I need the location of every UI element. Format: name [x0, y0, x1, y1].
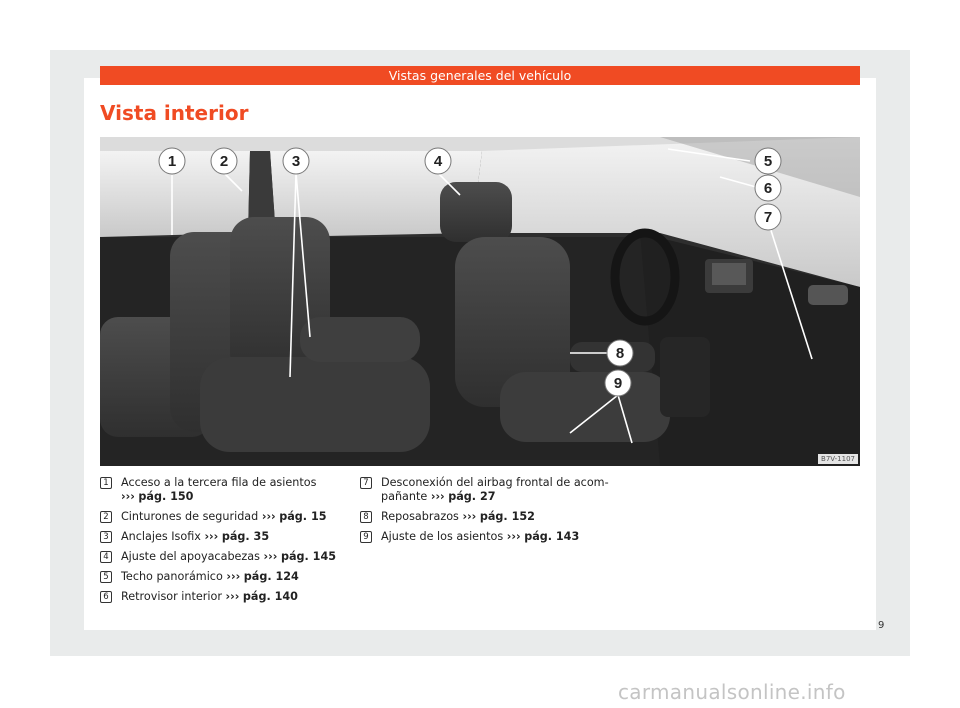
page-title: Vista interior — [100, 101, 249, 125]
section-header: Vistas generales del vehículo — [100, 66, 860, 85]
legend-ref[interactable]: pág. 35 — [221, 530, 270, 543]
legend-item — [360, 510, 620, 524]
callout-9: 9 — [613, 375, 623, 392]
legend-item — [100, 590, 350, 604]
legend-arrow: ››› — [261, 510, 276, 523]
legend-text: Acceso a la tercera fila de asientos — [121, 476, 317, 489]
legend-number: 6 — [100, 591, 112, 603]
legend-text: Ajuste de los asientos — [381, 530, 504, 543]
legend-number: 1 — [100, 477, 112, 489]
legend-arrow: ››› — [430, 490, 445, 503]
legend-item — [100, 570, 350, 584]
legend-ref[interactable]: pág. 152 — [479, 510, 535, 523]
legend-text: Ajuste del apoyacabezas — [121, 550, 260, 563]
callout-6: 6 — [763, 180, 773, 197]
legend-right — [360, 476, 620, 550]
legend-number: 7 — [360, 477, 372, 489]
interior-illustration — [100, 137, 860, 466]
legend-text: Desconexión del airbag frontal de acom-pañante — [381, 476, 609, 503]
legend-arrow: ››› — [121, 490, 135, 503]
callout-8: 8 — [615, 345, 625, 362]
legend-text: Cinturones de seguridad — [121, 510, 259, 523]
legend-ref[interactable]: pág. 124 — [243, 570, 299, 583]
callout-4: 4 — [433, 153, 443, 170]
page-number: 9 — [878, 620, 885, 631]
legend-arrow: ››› — [204, 530, 219, 543]
legend-item — [360, 530, 620, 544]
legend-number: 5 — [100, 571, 112, 583]
legend-item — [100, 550, 350, 564]
legend-ref[interactable]: pág. 15 — [279, 510, 327, 523]
legend-arrow: ››› — [226, 570, 241, 583]
legend-ref[interactable]: pág. 27 — [448, 490, 496, 503]
legend-arrow: ››› — [506, 530, 521, 543]
callout-2: 2 — [219, 153, 229, 170]
legend-ref[interactable]: pág. 140 — [242, 590, 298, 603]
callout-3: 3 — [291, 153, 301, 170]
callout-1: 1 — [167, 153, 177, 170]
legend-number: 4 — [100, 551, 112, 563]
callout-5: 5 — [763, 153, 773, 170]
legend-left — [100, 476, 350, 610]
image-code: B7V-1107 — [818, 454, 858, 464]
interior-photo — [100, 137, 860, 466]
legend-arrow: ››› — [263, 550, 278, 563]
legend-number: 8 — [360, 511, 372, 523]
legend-ref[interactable]: pág. 143 — [524, 530, 580, 543]
legend-ref[interactable]: pág. 150 — [138, 490, 194, 503]
legend-arrow: ››› — [462, 510, 477, 523]
legend-ref[interactable]: pág. 145 — [280, 550, 337, 563]
legend-text: Reposabrazos — [381, 510, 459, 523]
callout-7: 7 — [763, 209, 773, 226]
legend-text: Anclajes Isofix — [121, 530, 201, 543]
legend-number: 3 — [100, 531, 112, 543]
legend-number: 9 — [360, 531, 372, 543]
legend-item — [360, 476, 620, 504]
legend-item — [100, 530, 350, 544]
legend-text: Techo panorámico — [121, 570, 223, 583]
legend-number: 2 — [100, 511, 112, 523]
legend-text: Retrovisor interior — [121, 590, 222, 603]
legend-arrow: ››› — [225, 590, 240, 603]
legend-item — [100, 510, 350, 524]
legend-item — [100, 476, 350, 504]
watermark[interactable]: carmanualsonline.info — [618, 680, 846, 704]
